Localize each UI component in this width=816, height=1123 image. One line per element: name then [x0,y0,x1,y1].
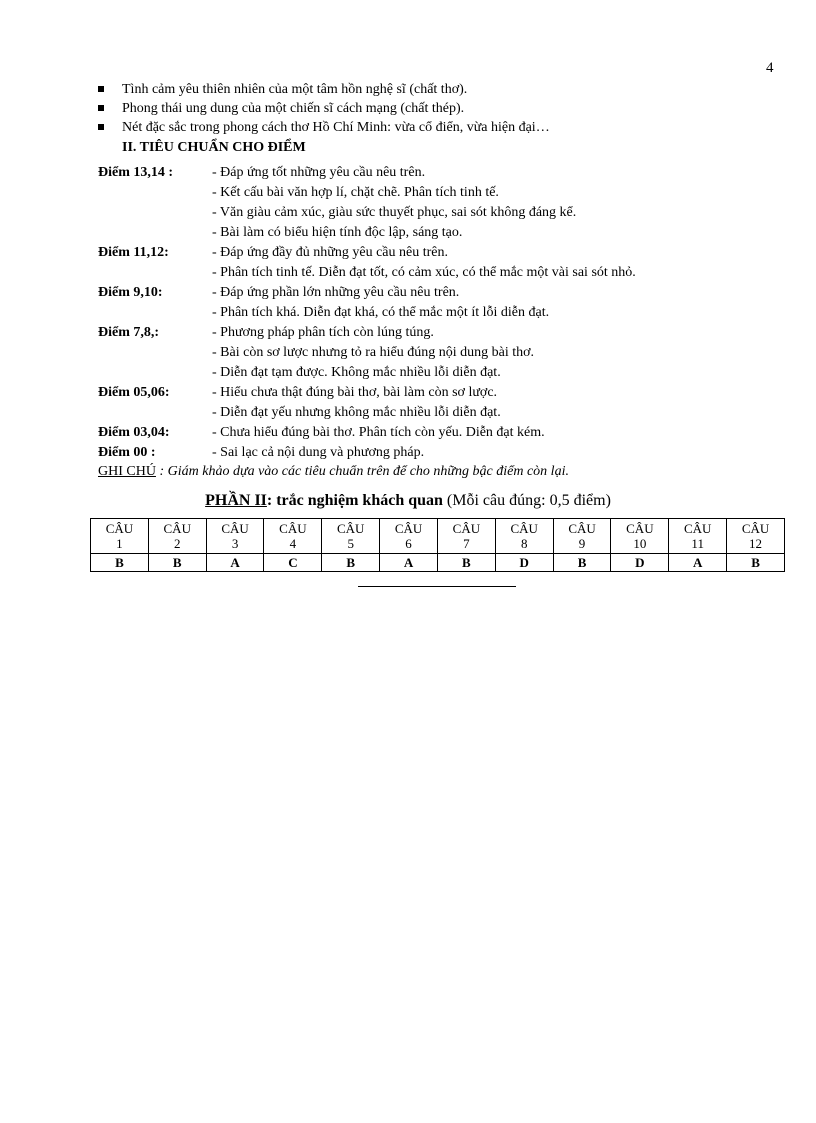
criteria-label: Điểm 7,8,: [98,325,160,340]
question-number: 10 [633,536,647,551]
question-number: 1 [116,536,123,551]
criteria-line [98,223,798,243]
square-bullet-icon [98,105,104,111]
answer-cell: B [727,554,785,572]
criteria-line [98,343,798,363]
criteria-line [98,163,798,183]
answer-table-answer-row [91,554,785,572]
part2-paren: (Mỗi câu đúng: 0,5 điểm) [442,492,611,509]
answer-cell: A [206,554,264,572]
criteria-label: Điểm 00 : [98,445,156,460]
answer-cell: B [322,554,380,572]
question-word: CÂU [510,521,538,536]
criteria-label: Điểm 11,12: [98,245,169,260]
question-word: CÂU [163,521,191,536]
criteria-line [98,443,798,463]
answer-cell: B [553,554,611,572]
criteria-line [98,243,798,263]
note [98,462,569,482]
answer-table [90,518,785,572]
part2-desc: : trắc nghiệm khách quan [266,492,443,509]
part2-title [0,490,816,512]
question-header-cell [206,519,264,554]
answer-cell: D [495,554,553,572]
answer-cell: B [91,554,149,572]
answer-cell: B [148,554,206,572]
criteria-label: Điểm 05,06: [98,385,170,400]
square-bullet-icon [98,86,104,92]
bullet-item [98,80,550,99]
criteria-text: - Bài còn sơ lược nhưng tỏ ra hiểu đúng nội dung bài thơ. [212,345,535,360]
question-number: 9 [578,536,586,551]
criteria-line [98,323,798,343]
question-number: 7 [463,536,470,551]
criteria-text: - Diễn đạt tạm được. Không mắc nhiều lỗi diễn đạt. [212,365,501,380]
question-header-cell [264,519,322,554]
question-number: 5 [347,536,354,551]
answer-cell: B [437,554,495,572]
answer-cell: C [264,554,322,572]
question-word: CÂU [337,521,365,536]
criteria-line [98,423,798,443]
criteria-line [98,203,798,223]
question-number: 12 [749,536,763,551]
question-header-cell [91,519,149,554]
criteria-text: - Bài làm có biểu hiện tính độc lập, sáng tạo. [212,225,463,240]
question-word: CÂU [105,521,134,536]
question-number: 11 [691,536,704,551]
question-header-cell [727,519,785,554]
note-label: GHI CHÚ [98,464,156,479]
criteria-text: - Hiểu chưa thật đúng bài thơ, bài làm còn sơ lược. [212,385,498,400]
question-number: 4 [289,536,297,551]
criteria-text: - Phân tích khá. Diễn đạt khá, có thể mắc một ít lỗi diễn đạt. [212,305,550,320]
question-word: CÂU [626,521,654,536]
criteria-line [98,183,798,203]
answer-cell: A [380,554,438,572]
answer-table-header-row [91,519,785,554]
question-word: CÂU [221,521,249,536]
question-header-cell [380,519,438,554]
question-header-cell [437,519,495,554]
square-bullet-icon [98,124,104,130]
criteria-line [98,303,798,323]
criteria-text: - Chưa hiểu đúng bài thơ. Phân tích còn yếu. Diễn đạt kém. [212,425,545,440]
question-header-cell [495,519,553,554]
question-number: 2 [173,536,181,551]
question-word: CÂU [683,521,712,536]
note-text: : Giám khảo dựa vào các tiêu chuẩn trên để cho những bậc điểm còn lại. [159,464,569,479]
question-header-cell [553,519,611,554]
criteria-text: - Kết cấu bài văn hợp lí, chặt chẽ. Phân tích tinh tế. [212,185,499,200]
criteria-text: - Phương pháp phân tích còn lúng túng. [212,325,434,340]
question-header-cell [148,519,206,554]
criteria-text: - Đáp ứng phần lớn những yêu cầu nêu trên. [212,285,460,300]
scoring-criteria [98,163,798,463]
criteria-text: - Diễn đạt yếu nhưng không mắc nhiều lỗi diễn đạt. [212,405,501,420]
question-header-cell [611,519,669,554]
criteria-line [98,283,798,303]
question-word: CÂU [279,521,307,536]
criteria-line [98,363,798,383]
criteria-label: Điểm 13,14 : [98,165,174,180]
criteria-label: Điểm 9,10: [98,285,163,300]
bullet-text: Phong thái ung dung của một chiến sĩ cách mạng (chất thép). [122,101,465,116]
question-header-cell [669,519,727,554]
section-heading: II. TIÊU CHUẨN CHO ĐIỂM [122,140,306,155]
question-word: CÂU [394,521,423,536]
criteria-text: - Văn giàu cảm xúc, giàu sức thuyết phục, sai sót không đáng kể. [212,205,577,220]
bullet-item [98,99,550,118]
question-number: 8 [520,536,528,551]
question-header-cell [322,519,380,554]
question-number: 3 [231,536,239,551]
bullet-text: Tình cảm yêu thiên nhiên của một tâm hồn nghệ sĩ (chất thơ). [122,82,468,97]
bullet-item [98,118,550,137]
bullet-text: Nét đặc sắc trong phong cách thơ Hồ Chí Minh: vừa cổ điển, vừa hiện đại… [122,120,550,135]
page-number: 4 [766,60,774,76]
end-rule [358,586,516,587]
criteria-line [98,383,798,403]
criteria-line [98,263,798,283]
criteria-text: - Sai lạc cả nội dung và phương pháp. [212,445,425,460]
answer-cell: A [669,554,727,572]
answer-cell: D [611,554,669,572]
criteria-text: - Đáp ứng đầy đủ những yêu cầu nêu trên. [212,245,448,260]
criteria-label: Điểm 03,04: [98,425,170,440]
question-number: 6 [405,536,412,551]
part2-name: PHẦN II [205,492,267,509]
question-word: CÂU [452,521,481,536]
question-word: CÂU [568,521,596,536]
bullet-list [98,80,550,137]
criteria-line [98,403,798,423]
criteria-text: - Phân tích tinh tế. Diễn đạt tốt, có cảm xúc, có thể mắc một vài sai sót nhỏ. [212,265,636,280]
criteria-text: - Đáp ứng tốt những yêu cầu nêu trên. [212,165,426,180]
question-word: CÂU [741,521,770,536]
